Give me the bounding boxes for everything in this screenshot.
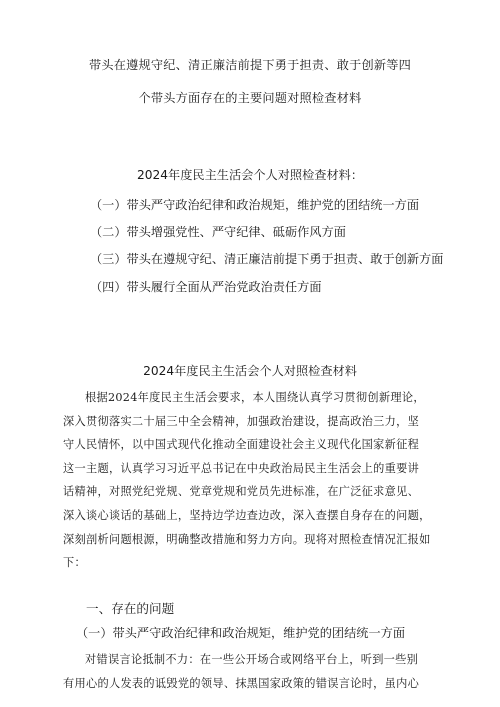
paragraph-line: 深入谈心谈话的基础上，坚持边学边查边改，深入查摆自身存在的问题， bbox=[63, 508, 431, 522]
paragraph-line: 这一主题，认真学习习近平总书记在中央政治局民主生活会上的重要讲 bbox=[63, 461, 420, 475]
toc-item: （四）带头履行全面从严治党政治责任方面 bbox=[90, 280, 322, 294]
paragraph-line: 话精神，对照党纪党规、党章党规和党员先进标准，在广泛征求意见、 bbox=[63, 485, 420, 499]
intro-paragraph bbox=[63, 386, 441, 575]
paragraph-line: 深入贯彻落实二十届三中全会精神，加强政治建设，提高政治三力，坚 bbox=[63, 414, 420, 428]
paragraph-line: 下： bbox=[63, 556, 86, 570]
paragraph-line: 对错误言论抵制不力：在一些公开场合或网络平台上，听到一些别 bbox=[85, 653, 419, 666]
document-title-line-1: 带头在遵规守纪、清正廉洁前提下勇于担责、敢于创新等四 bbox=[88, 58, 412, 72]
paragraph-line: 有用心的人发表的诋毁党的领导、抹黑国家政策的错误言论时，虽内心 bbox=[63, 676, 420, 690]
sub-heading: （一）带头严守政治纪律和政治规矩，维护党的团结统一方面 bbox=[76, 626, 406, 640]
body-paragraph bbox=[63, 648, 443, 695]
paragraph-line: 深刻剖析问题根源，明确整改措施和努力方向。现将对照检查情况汇报如 bbox=[63, 532, 431, 546]
toc-item: （一）带头严守政治纪律和政治规矩，维护党的团结统一方面 bbox=[90, 198, 420, 212]
toc-heading: 2024年度民主生活会个人对照检查材料： bbox=[136, 168, 364, 182]
toc-item: （三）带头在遵规守纪、清正廉洁前提下勇于担责、敢于创新方面 bbox=[90, 252, 444, 266]
section-heading: 一、存在的问题 bbox=[86, 601, 175, 616]
document-title-line-2: 个带头方面存在的主要问题对照检查材料 bbox=[138, 91, 362, 105]
toc-item: （二）带头增强党性、严守纪律、砥砺作风方面 bbox=[90, 225, 346, 239]
section-title: 2024年度民主生活会个人对照检查材料 bbox=[143, 364, 357, 378]
paragraph-line: 守人民情怀，以中国式现代化推动全面建设社会主义现代化国家新征程 bbox=[63, 438, 420, 452]
paragraph-line: 根据2024年度民主生活会要求，本人围绕认真学习贯彻创新理论， bbox=[85, 391, 425, 404]
